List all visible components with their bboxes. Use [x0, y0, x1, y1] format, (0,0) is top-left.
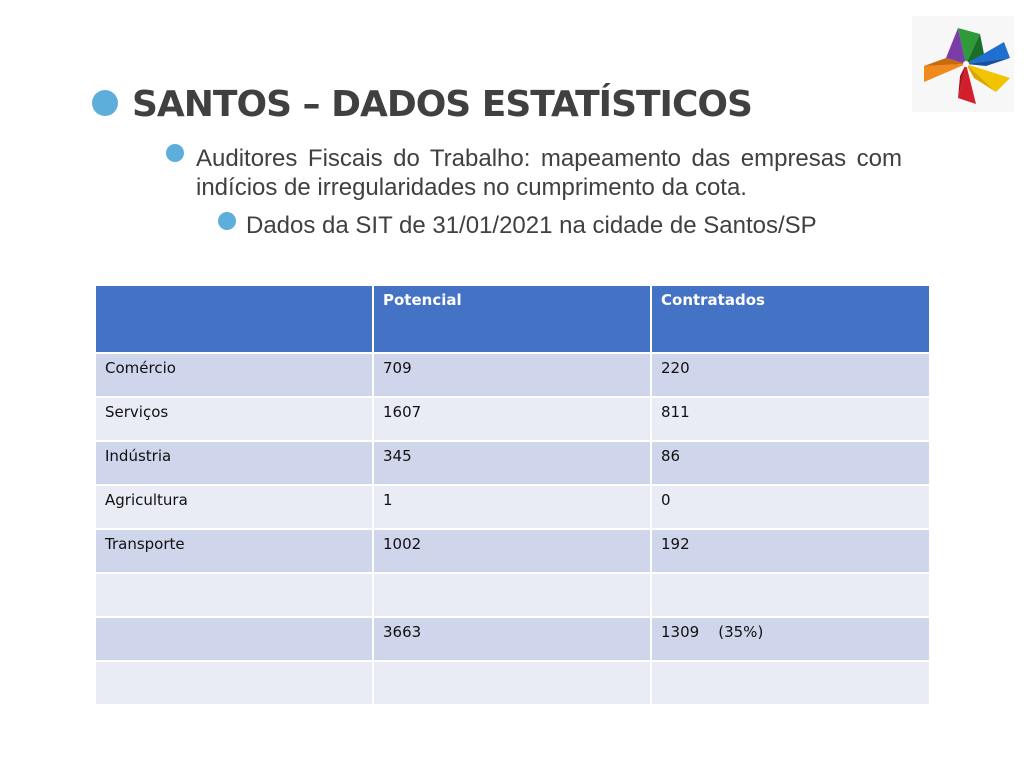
table-cell: 3663 [373, 617, 651, 661]
table-cell [95, 617, 373, 661]
table-cell: 220 [651, 353, 930, 397]
bullet-2-text: Dados da SIT de 31/01/2021 na cidade de Santos/SP [246, 212, 817, 239]
bullet-1-text: Auditores Fiscais do Trabalho: mapeamento das empresas com indícios de irregularidades no cumprimento da cota. [196, 145, 902, 201]
table-cell: 1309 (35%) [651, 617, 930, 661]
table-cell: Serviços [95, 397, 373, 441]
table-row-total [95, 617, 930, 661]
bullet-1-marker [166, 144, 184, 162]
table-cell [651, 573, 930, 617]
statistics-table [94, 284, 931, 706]
table-header-row [95, 285, 930, 353]
pinwheel-logo-icon [912, 16, 1014, 112]
table-cell: 1002 [373, 529, 651, 573]
table-cell: Transporte [95, 529, 373, 573]
table-row [95, 397, 930, 441]
table-cell: Comércio [95, 353, 373, 397]
table-cell: 1 [373, 485, 651, 529]
table-row [95, 353, 930, 397]
table-row [95, 529, 930, 573]
header-cell-potencial: Potencial [373, 285, 651, 353]
table-cell: 192 [651, 529, 930, 573]
table-cell: 811 [651, 397, 930, 441]
table-cell [95, 661, 373, 705]
table-cell: 709 [373, 353, 651, 397]
table-cell [95, 573, 373, 617]
header-cell-category [95, 285, 373, 353]
title-bullet [92, 90, 118, 116]
table-row [95, 661, 930, 705]
table-cell [373, 661, 651, 705]
table-row [95, 441, 930, 485]
table-cell: Agricultura [95, 485, 373, 529]
header-cell-contratados: Contratados [651, 285, 930, 353]
table-cell: 86 [651, 441, 930, 485]
table-cell: 345 [373, 441, 651, 485]
table-cell: Indústria [95, 441, 373, 485]
table-cell [651, 661, 930, 705]
bullet-2-marker [218, 212, 236, 230]
slide-title: SANTOS – DADOS ESTATÍSTICOS [132, 84, 752, 125]
table-row [95, 573, 930, 617]
table-cell: 0 [651, 485, 930, 529]
table-cell [373, 573, 651, 617]
table-row [95, 485, 930, 529]
table-cell: 1607 [373, 397, 651, 441]
